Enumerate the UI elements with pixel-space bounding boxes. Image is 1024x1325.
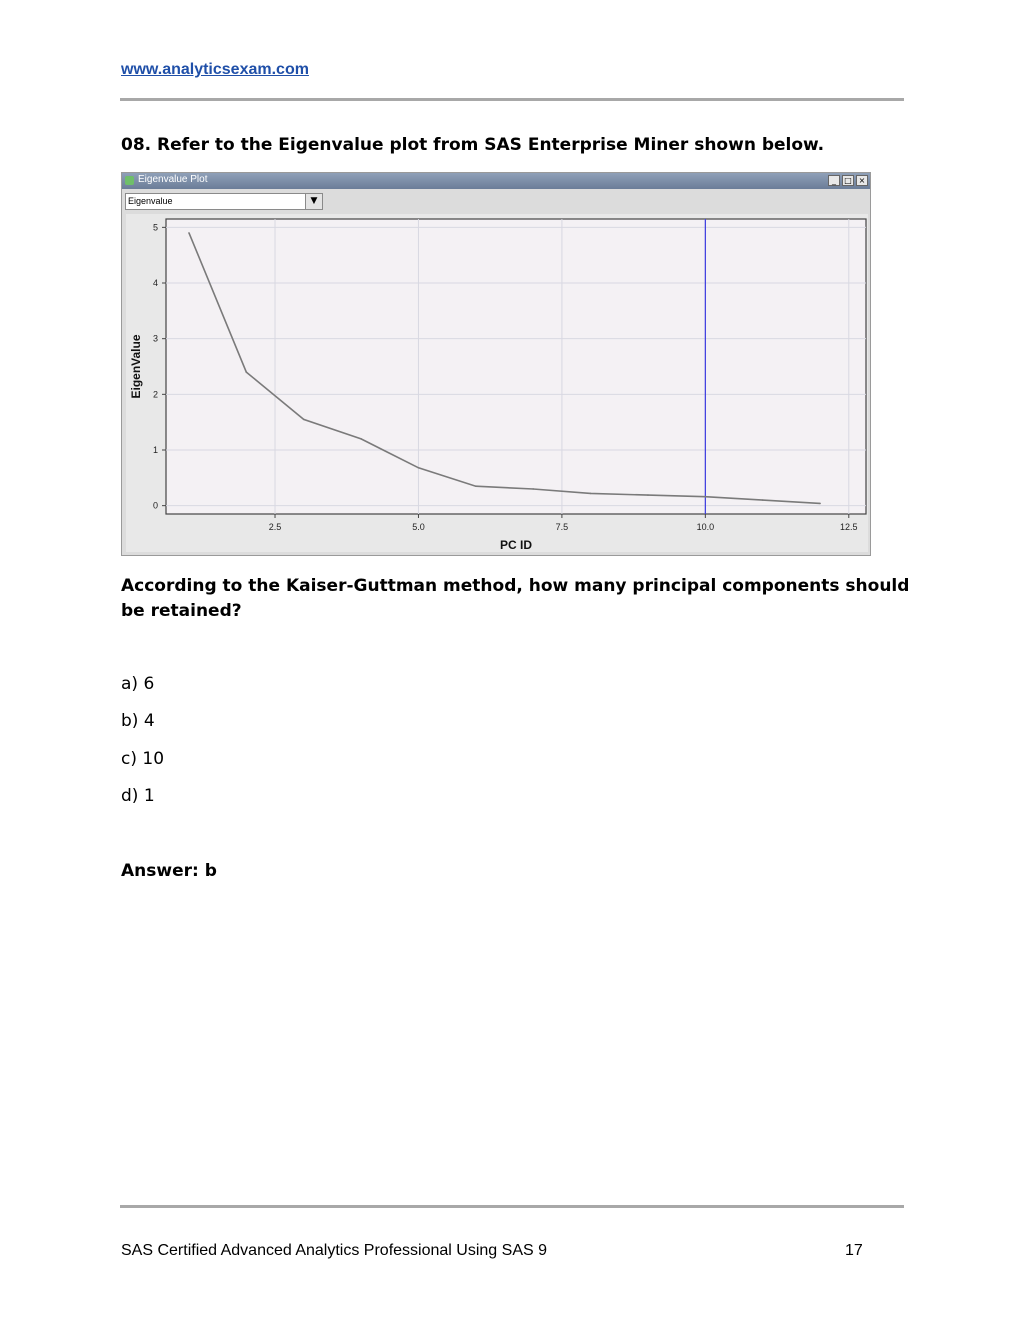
maximize-button[interactable]: □ xyxy=(842,175,854,186)
option-d: d) 1 xyxy=(121,786,155,806)
data-point xyxy=(819,503,821,505)
data-point xyxy=(647,494,649,496)
window-title: Eigenvalue Plot xyxy=(138,174,208,185)
eigenvalue-chart xyxy=(126,214,868,552)
y-tick-label: 5 xyxy=(152,222,158,233)
plot-frame xyxy=(166,219,866,514)
header-divider xyxy=(120,98,904,101)
y-tick-label: 2 xyxy=(152,389,158,400)
question-prompt: According to the Kaiser-Guttman method, how many principal components should be retained? xyxy=(121,576,910,621)
option-b: b) 4 xyxy=(121,711,155,731)
footer-title: SAS Certified Advanced Analytics Professional Using SAS 9 xyxy=(121,1242,547,1259)
data-point xyxy=(532,488,534,490)
plot-area xyxy=(126,214,868,552)
x-tick-label: 10.0 xyxy=(696,522,715,532)
option-c: c) 10 xyxy=(121,749,165,769)
x-tick-label: 5.0 xyxy=(412,522,425,532)
data-point xyxy=(762,499,764,501)
y-tick-label: 4 xyxy=(152,278,158,289)
data-point xyxy=(590,493,592,495)
question-title: 08. Refer to the Eigenvalue plot from SAS Enterprise Miner shown below. xyxy=(121,135,825,155)
option-a: a) 6 xyxy=(121,674,155,694)
answer: Answer: b xyxy=(121,861,217,881)
close-button[interactable]: × xyxy=(856,175,868,186)
chevron-down-icon[interactable]: ▼ xyxy=(305,194,322,209)
window-titlebar xyxy=(122,173,870,189)
data-point xyxy=(360,438,362,440)
x-tick-label: 7.5 xyxy=(555,522,569,532)
minimize-button[interactable]: _ xyxy=(828,175,840,186)
page-number: 17 xyxy=(845,1242,863,1259)
y-tick-label: 3 xyxy=(152,333,158,344)
x-tick-label: 12.5 xyxy=(840,522,858,532)
data-point xyxy=(188,232,190,234)
data-point xyxy=(418,467,420,469)
data-point xyxy=(475,485,477,487)
data-point xyxy=(303,419,305,421)
site-url-link[interactable]: www.analyticsexam.com xyxy=(121,61,309,78)
y-tick-label: 1 xyxy=(152,444,158,455)
plot-type-dropdown[interactable] xyxy=(125,193,323,210)
x-tick-label: 2.5 xyxy=(268,522,282,532)
dropdown-selected-value: Eigenvalue xyxy=(128,196,173,206)
eigenvalue-plot-window xyxy=(121,172,871,556)
y-axis-label: EigenValue xyxy=(129,334,143,399)
data-point xyxy=(246,371,248,373)
app-icon xyxy=(125,176,134,185)
footer-divider xyxy=(120,1205,904,1208)
x-axis-label: PC ID xyxy=(499,538,533,552)
y-tick-label: 0 xyxy=(152,500,158,511)
data-point xyxy=(705,496,707,498)
